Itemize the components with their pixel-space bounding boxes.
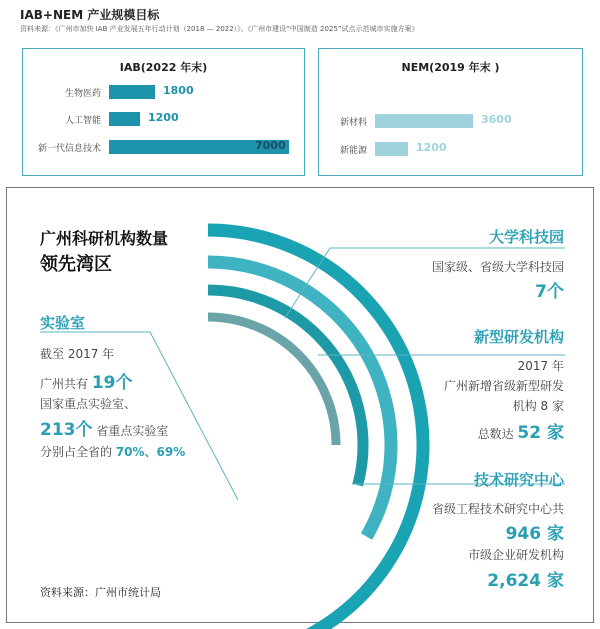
lab-provincial-count: 213个 bbox=[40, 420, 93, 440]
iab-panel-title: IAB(2022 年末) bbox=[119, 61, 208, 74]
footnote: 资料来源：广州市统计局 bbox=[40, 586, 161, 599]
iab-bar-label: 人工智能 bbox=[64, 116, 101, 126]
lab-line2-text: 广州共有 bbox=[40, 377, 92, 391]
tech-engineering-count: 946 家 bbox=[505, 524, 564, 544]
nem-bar-label: 新材料 bbox=[339, 118, 367, 128]
headline-line2: 领先湾区 bbox=[40, 254, 112, 275]
lab-line4 bbox=[40, 415, 168, 440]
iab-bar-value: 1800 bbox=[163, 84, 194, 97]
lab-title: 实验室 bbox=[40, 314, 86, 332]
tech-line1: 省级工程技术研究中心共 bbox=[431, 502, 564, 516]
ring-arc bbox=[134, 230, 423, 629]
lab-line5 bbox=[40, 443, 185, 460]
nem-bar-value: 3600 bbox=[481, 113, 512, 126]
lab-line4-text: 省重点实验室 bbox=[92, 424, 169, 438]
chart-title: IAB+NEM 产业规模目标 bbox=[20, 8, 160, 22]
newrd-line1: 2017 年 bbox=[517, 359, 564, 373]
lab-line2 bbox=[40, 368, 133, 393]
iab-bar-value: 7000 bbox=[255, 139, 286, 152]
iab-bar-value: 1200 bbox=[148, 111, 179, 124]
iab-bar-label: 新一代信息技术 bbox=[37, 144, 101, 154]
lab-line5-text: 分别占全省的 bbox=[40, 445, 116, 459]
newrd-title: 新型研发机构 bbox=[473, 328, 564, 346]
source-note: 资料来源：《广州市加快 IAB 产业发展五年行动计划（2018 — 2022）》、《广州市建设“中国制造 2025”试点示范城市实施方案》 bbox=[20, 25, 419, 33]
lab-line3: 国家重点实验室、 bbox=[40, 397, 137, 411]
lab-national-count: 19个 bbox=[91, 373, 133, 393]
nem-bar-label: 新能源 bbox=[339, 146, 367, 156]
newrd-line3: 机构 8 家 bbox=[512, 399, 564, 413]
newrd-total-text: 总数达 bbox=[477, 427, 518, 441]
lab-line1: 截至 2017 年 bbox=[40, 347, 115, 361]
univ-line1: 国家级、省级大学科技园 bbox=[431, 260, 564, 274]
lab-share-values: 70%、69% bbox=[115, 445, 186, 459]
iab-bar-label: 生物医药 bbox=[64, 89, 101, 99]
headline-line1: 广州科研机构数量 bbox=[40, 229, 169, 248]
tech-title: 技术研究中心 bbox=[473, 471, 564, 489]
newrd-total-count: 52 家 bbox=[517, 423, 564, 443]
univ-title: 大学科技园 bbox=[488, 228, 564, 246]
tech-line2: 市级企业研发机构 bbox=[467, 548, 564, 562]
newrd-line2: 广州新增省级新型研发 bbox=[443, 379, 564, 393]
nem-bar-value: 1200 bbox=[416, 141, 447, 154]
univ-count: 7个 bbox=[535, 282, 564, 302]
newrd-total bbox=[478, 418, 564, 443]
nem-panel-title: NEM(2019 年末 ) bbox=[401, 61, 500, 74]
tech-enterprise-count: 2,624 家 bbox=[487, 571, 564, 591]
